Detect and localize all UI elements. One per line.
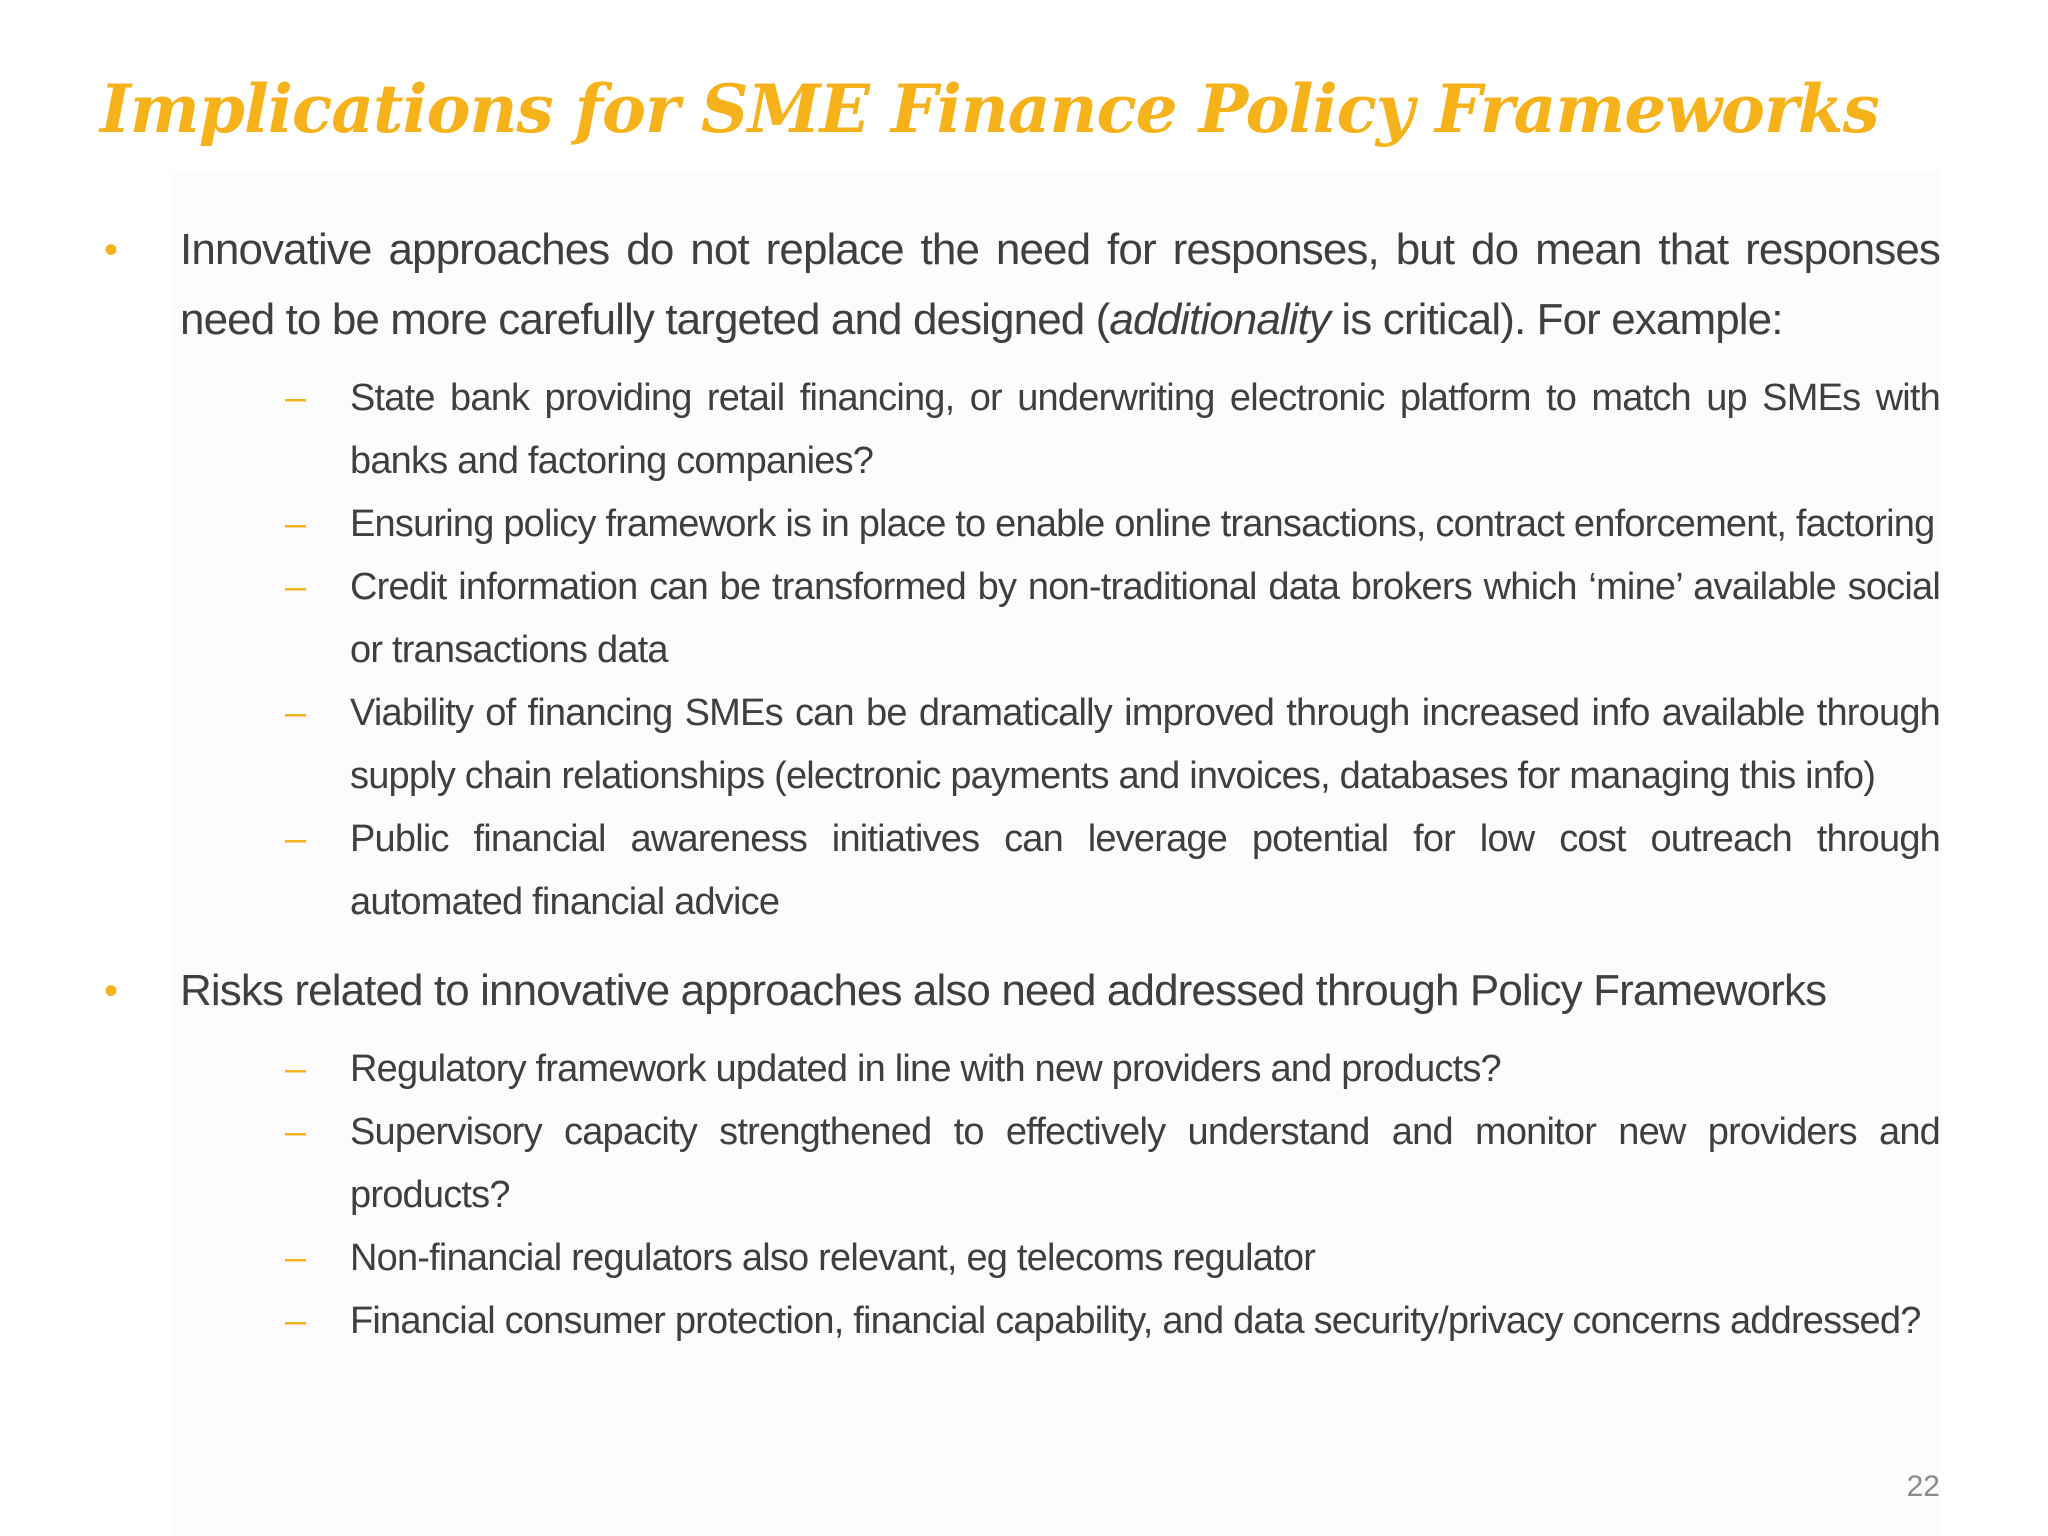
- en-dash-icon: –: [285, 692, 306, 734]
- sub-list-risks: [180, 1038, 1940, 1353]
- en-dash-icon: –: [285, 1111, 306, 1153]
- sub-item: – Public financial awareness initiatives can leverage potential for low cost outreach through automated financial advice: [180, 808, 1940, 934]
- bullet-text: Risks related to innovative approaches also need addressed through Policy Frameworks: [180, 966, 1827, 1015]
- sub-item: – Regulatory framework updated in line with new providers and products?: [180, 1038, 1940, 1101]
- sub-item: – Financial consumer protection, financial capability, and data security/privacy concerns addressed?: [180, 1290, 1940, 1353]
- sub-item: – State bank providing retail financing, or underwriting electronic platform to match up SMEs with banks and factoring companies?: [180, 367, 1940, 493]
- bullet-risks: [100, 956, 1940, 1353]
- bullet-dot-icon: •: [104, 969, 118, 1013]
- en-dash-icon: –: [285, 1300, 306, 1342]
- en-dash-icon: –: [285, 1237, 306, 1279]
- en-dash-icon: –: [285, 1048, 306, 1090]
- sub-item: – Viability of financing SMEs can be dramatically improved through increased info available through supply chain relationships (electronic payments and invoices, databases for managing this info): [180, 682, 1940, 808]
- sub-list-innovative-examples: [180, 367, 1940, 934]
- sub-item: – Credit information can be transformed by non-traditional data brokers which ‘mine’ available social or transactions data: [180, 556, 1940, 682]
- en-dash-icon: –: [285, 503, 306, 545]
- bullet-text: Innovative approaches do not replace the need for responses, but do mean that responses need to be more carefully targeted and designed (additionality is critical). For example:: [180, 225, 1940, 344]
- slide-title: Implications for SME Finance Policy Frameworks: [100, 70, 1879, 148]
- bullet-italic-term: additionality: [1109, 295, 1331, 344]
- sub-item: – Ensuring policy framework is in place to enable online transactions, contract enforcement, factoring: [180, 493, 1940, 556]
- page-number: 22: [1906, 1470, 1940, 1503]
- bullet-innovative-approaches: [100, 215, 1940, 934]
- sub-item: – Non-financial regulators also relevant, eg telecoms regulator: [180, 1227, 1940, 1290]
- bullet-dot-icon: •: [104, 228, 118, 272]
- en-dash-icon: –: [285, 566, 306, 608]
- slide-body: [100, 215, 1940, 1353]
- en-dash-icon: –: [285, 377, 306, 419]
- en-dash-icon: –: [285, 818, 306, 860]
- sub-item: – Supervisory capacity strengthened to effectively understand and monitor new providers and products?: [180, 1101, 1940, 1227]
